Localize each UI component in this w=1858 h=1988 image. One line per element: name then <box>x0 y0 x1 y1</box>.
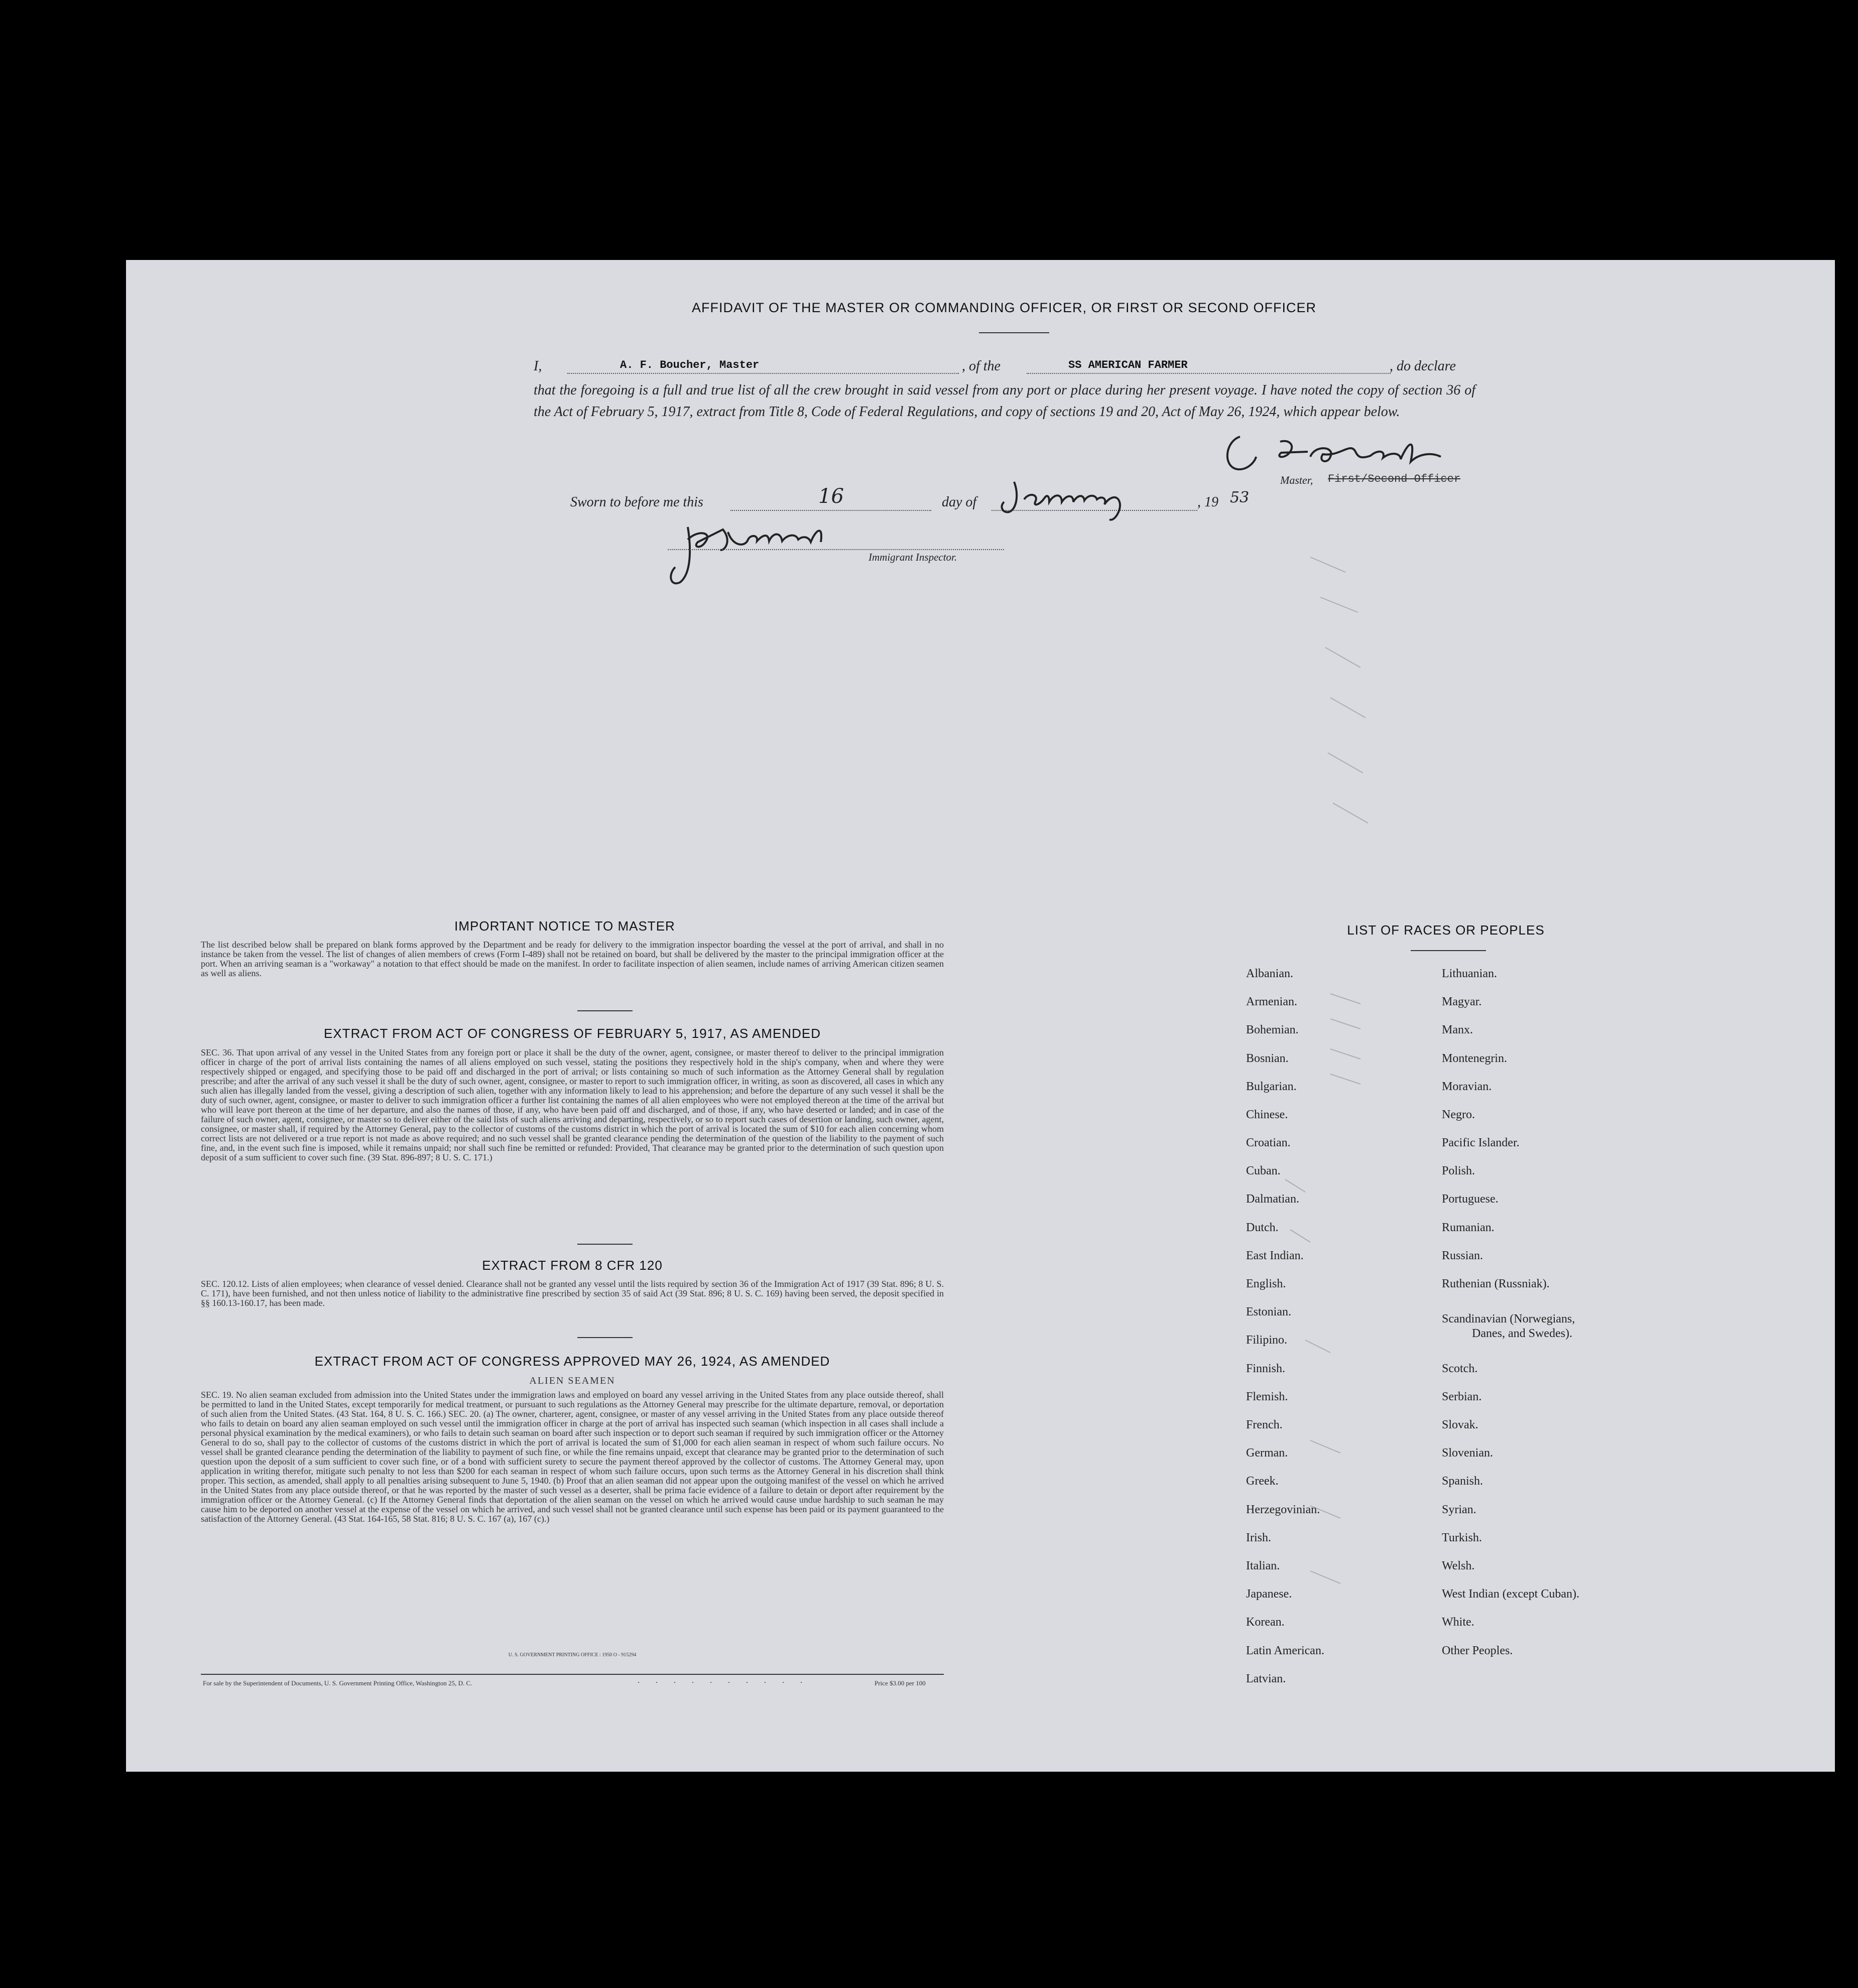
race-entry: Portuguese. <box>1442 1192 1499 1206</box>
race-entry: Spanish. <box>1442 1475 1483 1488</box>
do-declare-label: , do declare <box>1390 358 1456 374</box>
race-entry: Magyar. <box>1442 995 1482 1008</box>
race-entry: Irish. <box>1246 1531 1271 1544</box>
extract-1924-title: EXTRACT FROM ACT OF CONGRESS APPROVED MAY 26, 1924, AS AMENDED <box>314 1354 830 1369</box>
race-entry: Lithuanian. <box>1442 967 1497 980</box>
race-entry: Negro. <box>1442 1108 1475 1121</box>
race-entry: Albanian. <box>1246 967 1293 980</box>
footer-right: Price $3.00 per 100 <box>875 1679 926 1687</box>
race-entry: Danes, and Swedes). <box>1472 1327 1572 1340</box>
race-entry: Slovak. <box>1442 1418 1478 1431</box>
inspector-signature <box>658 512 838 592</box>
extract-cfr-title: EXTRACT FROM 8 CFR 120 <box>482 1258 663 1273</box>
race-entry: Chinese. <box>1246 1108 1288 1121</box>
race-entry: Bosnian. <box>1246 1052 1289 1065</box>
day-of-label: day of <box>942 494 977 510</box>
race-entry: Croatian. <box>1246 1136 1291 1149</box>
declarant-value: A. F. Boucher, Master <box>620 359 760 371</box>
bleed-through-marks <box>1245 542 1396 1696</box>
declarant-label: I, <box>534 358 542 374</box>
extract-1917-title: EXTRACT FROM ACT OF CONGRESS OF FEBRUARY 5, 1917, AS AMENDED <box>324 1026 821 1041</box>
race-entry: Bohemian. <box>1246 1023 1299 1036</box>
notice-text: The list described below shall be prepared on blank forms approved by the Department and be ready for delivery to the immigration inspector boarding the vessel at the port of arrival, and shall in no instance be taken from the vessel. The list of changes of alien members of crews (Form I-489) shall not be retained on board, but shall be delivered by the master to the principal immigration officer at the port. When an arriving seaman is a "workaway" a notation to that effect should be made on the manifest. In order to facilitate inspection of alien seamen, include names of arriving American citizen seamen as well as aliens. <box>201 940 944 978</box>
race-entry: German. <box>1246 1446 1288 1460</box>
of-the-label: , of the <box>962 358 1001 374</box>
notice-title: IMPORTANT NOTICE TO MASTER <box>454 918 675 934</box>
races-title: LIST OF RACES OR PEOPLES <box>1347 922 1545 938</box>
year-prefix: , 19 <box>1197 494 1218 510</box>
form-page <box>126 260 1835 1772</box>
race-entry: Rumanian. <box>1442 1221 1495 1234</box>
footer-left: For sale by the Superintendent of Documents, U. S. Government Printing Office, Washington 25, D. C. <box>203 1679 472 1687</box>
race-entry: Slovenian. <box>1442 1446 1493 1460</box>
race-entry: White. <box>1442 1616 1474 1629</box>
race-entry: Italian. <box>1246 1559 1280 1572</box>
affidavit-title: AFFIDAVIT OF THE MASTER OR COMMANDING OFFICER, OR FIRST OR SECOND OFFICER <box>691 300 1317 315</box>
race-entry: Turkish. <box>1442 1531 1482 1544</box>
race-entry: Herzegovinian. <box>1246 1503 1320 1516</box>
inspector-fill <box>668 534 1004 550</box>
race-entry: Scandinavian (Norwegians, <box>1442 1312 1575 1326</box>
race-entry: Pacific Islander. <box>1442 1136 1520 1149</box>
race-entry: Armenian. <box>1246 995 1297 1008</box>
race-entry: Other Peoples. <box>1442 1644 1513 1657</box>
extract-1924-text: SEC. 19. No alien seaman excluded from admission into the United States under the immigration laws and employed on board any vessel arriving in the United States from any place outside thereof, shall be permitted to land in the United States, except temporarily for medical treatment, or pursuant to such regulations as the Attorney General may prescribe for the ultimate departure, removal, or deportation of such alien from the United States. (43 Stat. 164, 8 U. S. C. 166.) SEC. 20. (a) The owner, charterer, agent, consignee, or master of any vessel arriving in the United States from any place outside thereof who fails to detain on board any alien seaman employed on such vessel until the immigration officer in charge at the port of arrival has inspected such seaman (which inspection in all cases shall include a personal physical examination by the medical examiners), or who fails to detain such seaman on board after such inspection or to deport such seaman if required by such immigration officer or the Attorney General to do so, shall pay to the collector of customs of the customs district in which the port of arrival is located the sum of $1,000 for each alien seaman in respect of whom such failure occurs. No vessel shall be granted clearance pending the determination of the liability to payment of such fine, or while the fine remains unpaid, except that clearance may be granted prior to the determination of such question upon the deposit of a sum sufficient to cover such fine, or of a bond with sufficient surety to secure the payment thereof approved by the collector of customs. The Attorney General may, upon application in writing therefor, mitigate such penalty to not less than $200 for each seaman in respect of whom such failure occurs, upon such terms as the Attorney General in his discretion shall think proper. This section, as amended, shall apply to all penalties arising subsequent to June 5, 1940. (b) Proof that an alien seaman did not appear upon the outgoing manifest of the vessel on which he arrived in the United States from any place outside thereof, or that he was reported by the master of such vessel as a deserter, shall be prima facie evidence of a failure to detain or deport after requirement by the immigration officer or the Attorney General. (c) If the Attorney General finds that deportation of the alien seaman on the vessel on which he arrived would cause undue hardship to such seaman he may cause him to be deported on another vessel at the expense of the vessel on which he arrived, and such vessel shall not be granted clearance until such expense has been paid or its payment guaranteed to the satisfaction of the Attorney General. (43 Stat. 164-165, 58 Stat. 816; 8 U. S. C. 167 (a), 167 (c).) <box>201 1390 944 1524</box>
extract-1917-text: SEC. 36. That upon arrival of any vessel in the United States from any foreign port or place it shall be the duty of the owner, agent, consignee, or master thereof to deliver to the principal immigration officer in charge of the port of arrival lists containing the names of all aliens employed on such vessel, stating the positions they respectively hold in the ship's company, when and where they were respectively shipped or engaged, and specifying those to be paid off and discharged in the port of arrival; or lists containing so much of such information as the Attorney General shall by regulation prescribe; and after the arrival of any such vessel it shall be the duty of such owner, agent, consignee, or master to report to such immigration officer, in writing, as soon as discovered, all cases in which any such alien has illegally landed from the vessel, giving a description of such alien, together with any information likely to lead to his apprehension; and before the departure of any such vessel it shall be the duty of such owner, agent, consignee, or master to deliver to such immigration officer a further list containing the names of all alien employees who were not employed thereon at the time of the arrival but who will leave port thereon at the time of her departure, and also the names of those, if any, who have been paid off and discharged, and of those, if any, who have deserted or landed; and in case of the failure of such owner, agent, consignee, or master so to deliver either of the said lists of such aliens arriving and departing, respectively, or so to report such cases of desertion or landing, such owner, agent, consignee, or master shall, if required by the Attorney General, pay to the collector of customs of the customs district in which the port of arrival is located the sum of $10 for each alien concerning whom correct lists are not delivered or a true report is not made as above required; and no such vessel shall be granted clearance pending the determination of the question of the liability to the payment of such fine, and, in the event such fine is imposed, while it remains unpaid; nor shall such fine be remitted or refunded: Provided, That clearance may be granted prior to the determination of such question upon deposit of a sum sufficient to cover such fine. (39 Stat. 896-897; 8 U. S. C. 171.) <box>201 1047 944 1162</box>
race-entry: Dalmatian. <box>1246 1192 1299 1206</box>
footer-rule <box>201 1674 944 1675</box>
race-entry: Manx. <box>1442 1023 1473 1036</box>
title-rule <box>979 332 1049 333</box>
section-rule <box>577 1337 633 1338</box>
master-struck-text: First/Second Officer <box>1328 473 1461 485</box>
extract-cfr-text: SEC. 120.12. Lists of alien employees; when clearance of vessel denied. Clearance shall not be granted any vessel until the lists required by section 36 of the Immigration Act of 1917 (39 Stat. 896; 8 U. S. C. 171), have been furnished, and not then unless notice of liability to the administrative fine prescribed by section 35 of said Act (39 Stat. 896; 8 U. S. C. 169) having been served, the deposit specified in §§ 160.13-160.17, has been made. <box>201 1279 944 1308</box>
races-title-rule <box>1411 950 1486 951</box>
printing-office-line: U. S. GOVERNMENT PRINTING OFFICE : 1950 O - 915294 <box>508 1652 637 1658</box>
declaration-text: that the foregoing is a full and true list of all the crew brought in said vessel from any port or place during her present voyage. I have noted the copy of section 36 of the Act of February 5, 1917, extract from Title 8, Code of Federal Regulations, and copy of sections 19 and 20, Act of May 26, 1924, which appear below. <box>534 382 1475 420</box>
race-entry: Russian. <box>1442 1249 1483 1262</box>
race-entry: Ruthenian (Russniak). <box>1442 1277 1550 1290</box>
race-entry: Welsh. <box>1442 1559 1475 1572</box>
race-entry: English. <box>1246 1277 1286 1290</box>
race-entry: Estonian. <box>1246 1305 1291 1318</box>
vessel-value: SS AMERICAN FARMER <box>1068 359 1188 371</box>
race-entry: Moravian. <box>1442 1080 1492 1093</box>
race-entry: Dutch. <box>1246 1221 1279 1234</box>
race-entry: Latin American. <box>1246 1644 1324 1657</box>
sworn-label: Sworn to before me this <box>570 494 703 510</box>
race-entry: Cuban. <box>1246 1164 1281 1177</box>
race-entry: Korean. <box>1246 1616 1285 1629</box>
race-entry: Latvian. <box>1246 1672 1286 1685</box>
race-entry: East Indian. <box>1246 1249 1304 1262</box>
race-entry: French. <box>1246 1418 1283 1431</box>
race-entry: Serbian. <box>1442 1390 1482 1403</box>
race-entry: Finnish. <box>1246 1362 1286 1375</box>
race-entry: Polish. <box>1442 1164 1475 1177</box>
race-entry: Japanese. <box>1246 1587 1292 1601</box>
race-entry: Syrian. <box>1442 1503 1476 1516</box>
master-label: Master, <box>1280 474 1313 486</box>
section-rule <box>577 1244 633 1245</box>
sworn-day: 16 <box>818 485 844 508</box>
year-value: 53 <box>1230 489 1250 506</box>
inspector-label: Immigrant Inspector. <box>869 551 957 563</box>
race-entry: Scotch. <box>1442 1362 1478 1375</box>
race-entry: Flemish. <box>1246 1390 1288 1403</box>
sworn-month-handwriting <box>999 474 1160 524</box>
footer-dots: . . . . . . . . . . <box>638 1676 809 1685</box>
race-entry: West Indian (except Cuban). <box>1442 1587 1579 1601</box>
race-entry: Bulgarian. <box>1246 1080 1297 1093</box>
race-entry: Greek. <box>1246 1475 1279 1488</box>
race-entry: Montenegrin. <box>1442 1052 1507 1065</box>
extract-1924-subtitle: ALIEN SEAMEN <box>529 1375 615 1386</box>
race-entry: Filipino. <box>1246 1334 1288 1347</box>
section-rule <box>577 1010 633 1011</box>
